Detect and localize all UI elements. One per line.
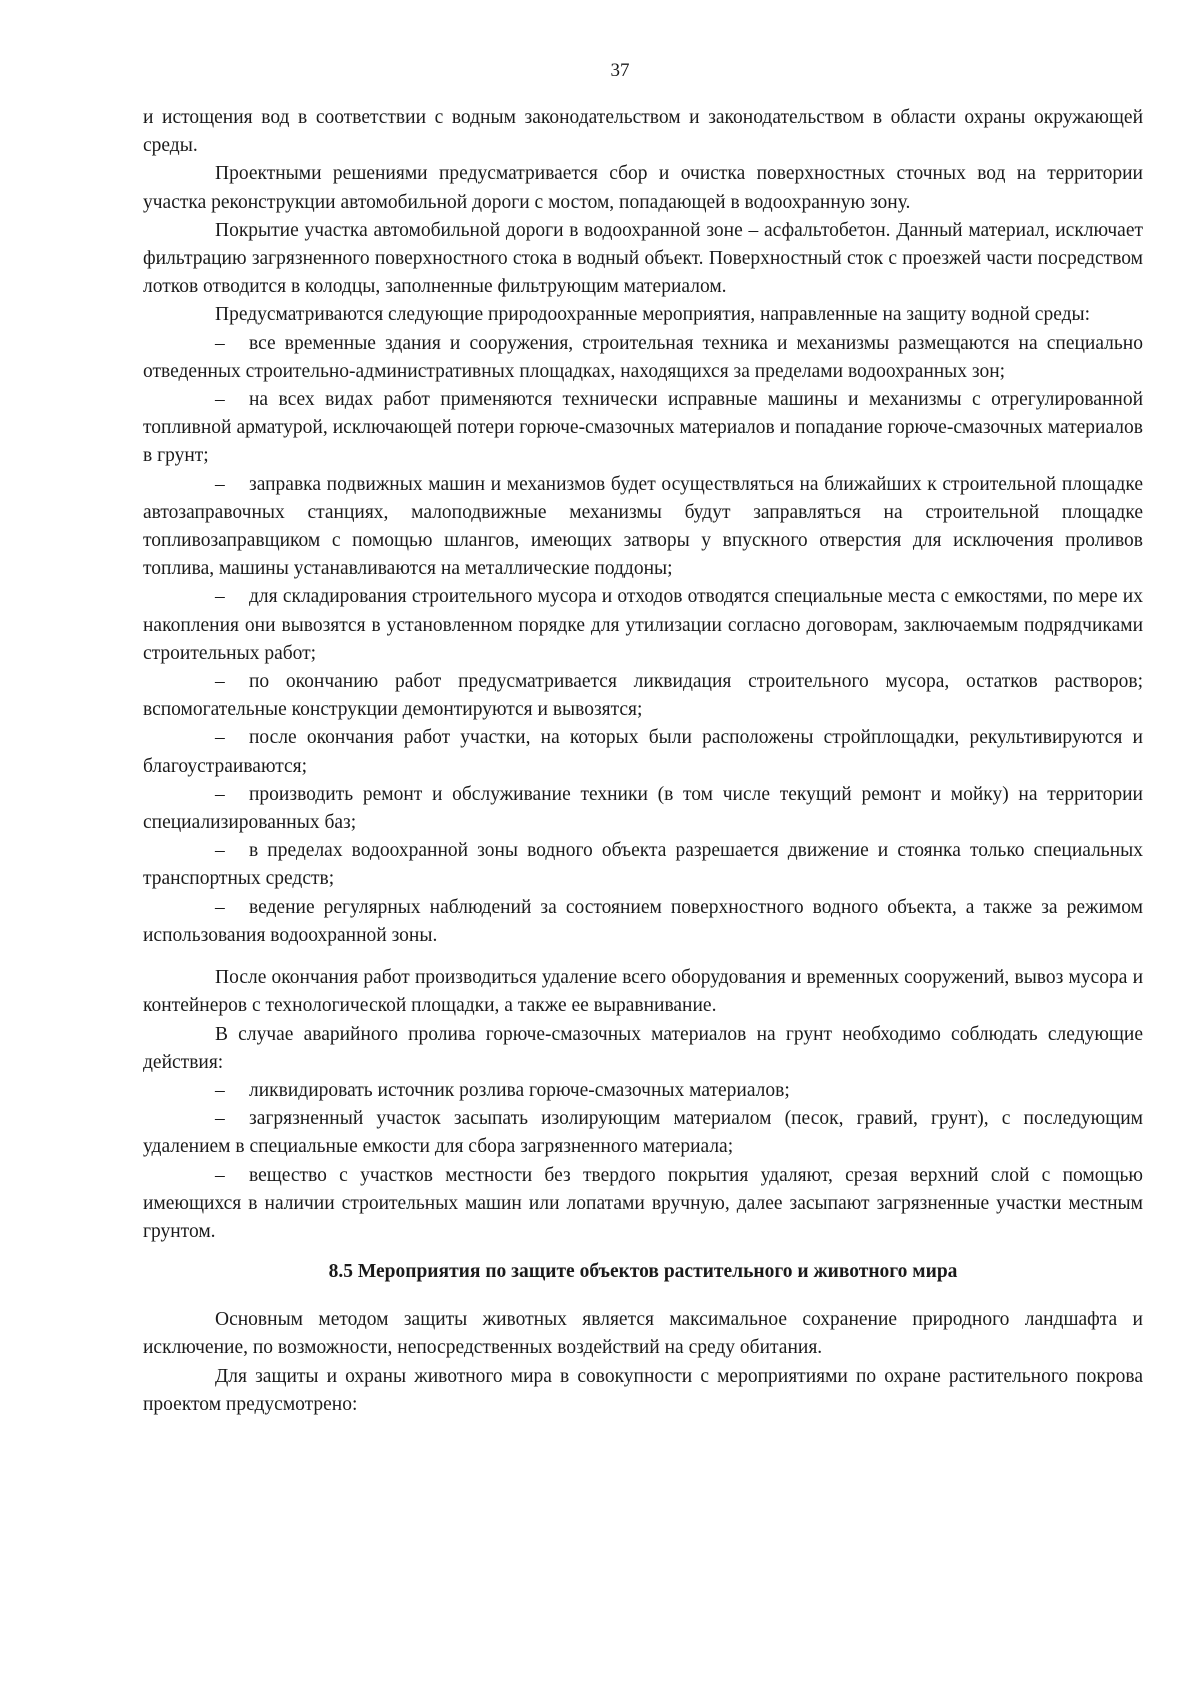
paragraph: Для защиты и охраны животного мира в совокупности с мероприятиями по охране растительного покрова проектом предусмотрено:	[143, 1365, 1143, 1415]
document-body	[143, 104, 1143, 1419]
list-item-text: все временные здания и сооружения, строительная техника и механизмы размещаются на специально отведенных строительно-административных площадках, находящихся за пределами водоохранных зон;	[143, 332, 1143, 382]
list-item-text: производить ремонт и обслуживание техники (в том числе текущий ремонт и мойку) на территории специализированных баз;	[143, 783, 1143, 834]
paragraph-continuation: и истощения вод в соответствии с водным законодательством и законодательством в области охраны окружающей среды.	[143, 107, 1143, 157]
list-item	[143, 583, 1143, 668]
list-item	[143, 1162, 1143, 1247]
list-item-text: заправка подвижных машин и механизмов будет осуществляться на ближайших к строительной площадке автозаправочных станциях, малоподвижные механизмы будут заправляться на строительной площадке топливозаправщиком с помощью шлангов, имеющих затворы у впускного отверстия для исключения проливов топлива, машины устанавливаются на металлические поддоны;	[143, 473, 1143, 580]
bullet-dash: –	[215, 1079, 225, 1101]
bullet-dash: –	[215, 389, 225, 411]
list-item	[143, 837, 1143, 893]
list-item-text: на всех видах работ применяются технически исправные машины и механизмы с отрегулированной топливной арматурой, исключающей потери горюче-смазочных материалов и попадание горюче-смазочных материалов в грунт;	[143, 389, 1143, 467]
list-item	[143, 1077, 1143, 1105]
paragraph: После окончания работ производиться удаление всего оборудования и временных сооружений, вывоз мусора и контейнеров с технологической площадки, а также ее выравнивание.	[143, 967, 1143, 1017]
list-item	[143, 1105, 1143, 1161]
list-item-text: ведение регулярных наблюдений за состоянием поверхностного водного объекта, а также за режимом использования водоохранной зоны.	[143, 896, 1143, 946]
bullet-dash: –	[215, 727, 225, 749]
list-item	[143, 781, 1143, 837]
bullet-dash: –	[215, 586, 225, 608]
list-item	[143, 724, 1143, 780]
bullet-dash: –	[215, 896, 225, 918]
list-item-text: в пределах водоохранной зоны водного объекта разрешается движение и стоянка только специальных транспортных средств;	[143, 840, 1143, 890]
list-item-text: загрязненный участок засыпать изолирующим материалом (песок, гравий, грунт), с последующим удалением в специальные емкости для сбора загрязненного материала;	[143, 1108, 1143, 1158]
list-item-text: вещество с участков местности без твердого покрытия удаляют, срезая верхний слой с помощью имеющихся в наличии строительных машин или лопатами вручную, далее засыпают загрязненные участки местным грунтом.	[143, 1164, 1143, 1242]
bullet-dash: –	[215, 1164, 225, 1186]
paragraph: В случае аварийного пролива горюче-смазочных материалов на грунт необходимо соблюдать следующие действия:	[143, 1023, 1143, 1073]
list-item-text: после окончания работ участки, на которых были расположены стройплощадки, рекультивируются и благоустраиваются;	[143, 727, 1143, 777]
page-number: 37	[610, 60, 630, 81]
list-item	[143, 668, 1143, 724]
list-item-text: для складирования строительного мусора и отходов отводятся специальные места с емкостями, по мере их накопления они вывозятся в установленном порядке для утилизации согласно договорам, заключаемым подрядчиками строительных работ;	[143, 586, 1143, 664]
list-item	[143, 471, 1143, 584]
paragraph: Проектными решениями предусматривается сбор и очистка поверхностных сточных вод на территории участка реконструкции автомобильной дороги с мостом, попадающей в водоохранную зону.	[143, 163, 1143, 213]
bullet-dash: –	[215, 671, 225, 693]
paragraph: Покрытие участка автомобильной дороги в водоохранной зоне – асфальтобетон. Данный материал, исключает фильтрацию загрязненного поверхностного стока в водный объект. Поверхностный сток с проезжей части посредством лотков отводится в колодцы, заполненные фильтрующим материалом.	[143, 219, 1143, 298]
list-item-text: ликвидировать источник розлива горюче-смазочных материалов;	[249, 1079, 790, 1101]
section-heading: 8.5 Мероприятия по защите объектов растительного и животного мира	[328, 1261, 958, 1283]
list-item-text: по окончанию работ предусматривается ликвидация строительного мусора, остатков растворов; вспомогательные конструкции демонтируются и вывозятся;	[143, 671, 1143, 721]
paragraph: Основным методом защиты животных является максимальное сохранение природного ландшафта и исключение, по возможности, непосредственных воздействий на среду обитания.	[143, 1309, 1143, 1359]
bullet-dash: –	[215, 1108, 225, 1130]
list-item	[143, 894, 1143, 950]
bullet-dash: –	[215, 840, 225, 862]
spill-actions-list	[143, 1077, 1143, 1246]
list-item	[143, 386, 1143, 471]
bullet-dash: –	[215, 332, 225, 354]
bullet-dash: –	[215, 783, 225, 805]
bullet-dash: –	[215, 473, 225, 495]
water-measures-list	[143, 330, 1143, 950]
list-item	[143, 330, 1143, 386]
paragraph: Предусматриваются следующие природоохранные мероприятия, направленные на защиту водной среды:	[215, 304, 1091, 326]
